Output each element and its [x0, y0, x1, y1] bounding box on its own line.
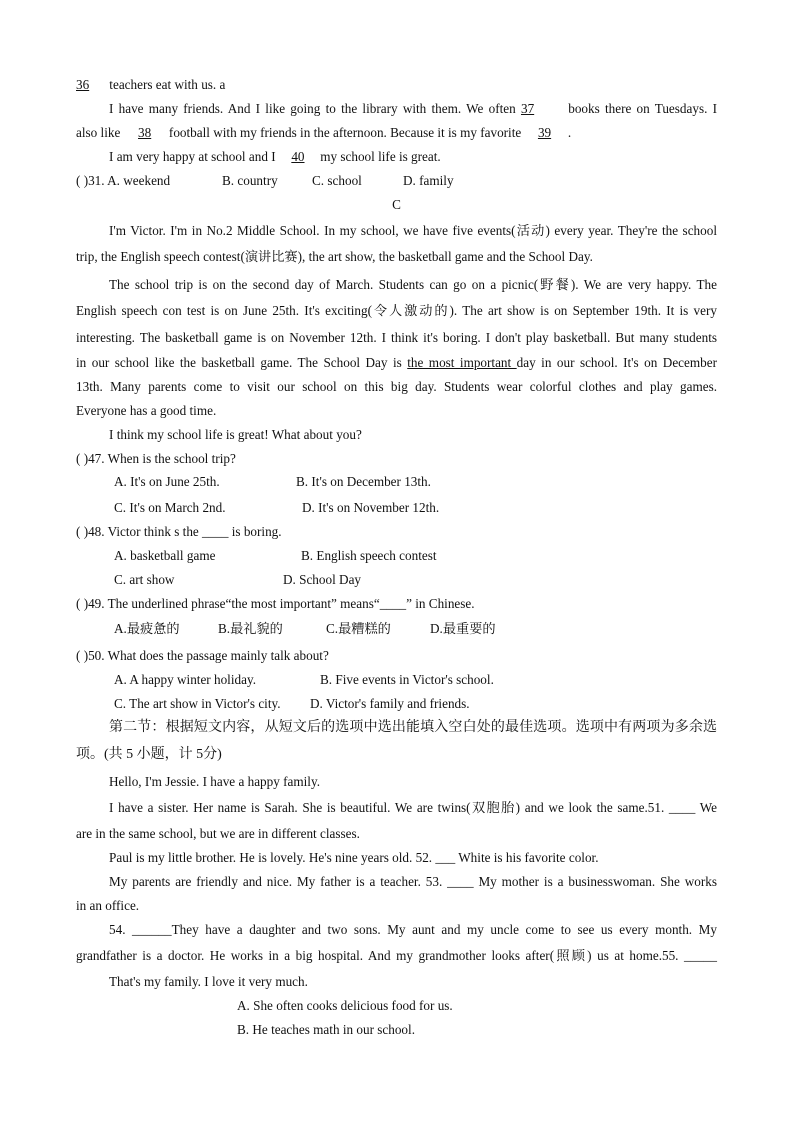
- paragraph-line: English speech con test is on June 25th. It's exciting(令人激动的). The art show is on September 19th. It is very: [76, 303, 717, 318]
- option-c: C. school: [312, 173, 362, 188]
- option-d: D. It's on November 12th.: [302, 500, 440, 515]
- blank-36: 36: [76, 77, 90, 92]
- paragraph-line: 54. ______They have a daughter and two sons. My aunt and my uncle come to see us every month. My: [109, 922, 717, 937]
- paragraph-line: are in the same school, but we are in different classes.: [76, 826, 360, 841]
- blank-37: 37: [520, 101, 535, 116]
- paragraph-line: My parents are friendly and nice. My father is a teacher. 53. ____ My mother is a businesswoman. She works: [109, 874, 717, 889]
- question-50: ( )50. What does the passage mainly talk about?: [76, 648, 329, 663]
- option-a: A.最疲惫的: [114, 621, 180, 636]
- paragraph-line: I think my school life is great! What about you?: [109, 427, 362, 442]
- question-47: ( )47. When is the school trip?: [76, 451, 236, 466]
- paragraph-line: trip, the English speech contest(演讲比赛), the art show, the basketball game and the School Day.: [76, 249, 593, 264]
- paragraph-line: in our school like the basketball game. The School Day is the most important day in our school. It's on December: [76, 355, 717, 370]
- option-d: D. Victor's family and friends.: [310, 696, 470, 711]
- paragraph-line: Hello, I'm Jessie. I have a happy family.: [109, 774, 320, 789]
- section-heading: C: [392, 197, 401, 212]
- paragraph-line: I am very happy at school and I 40 my school life is great.: [109, 149, 441, 164]
- option-d: D. family: [403, 173, 454, 188]
- option-b: B. English speech contest: [301, 548, 437, 563]
- option-b: B. He teaches math in our school.: [237, 1022, 415, 1037]
- paragraph-line: also like 38 football with my friends in the afternoon. Because it is my favorite 39 .: [76, 125, 572, 140]
- paragraph-line: Everyone has a good time.: [76, 403, 217, 418]
- option-b: B.最礼貌的: [218, 621, 283, 636]
- paragraph-line: grandfather is a doctor. He works in a big hospital. And my grandmother looks after(照顾) us at home.55. _____: [76, 948, 717, 963]
- paragraph-line: That's my family. I love it very much.: [109, 974, 308, 989]
- question-31: ( )31. A. weekend: [76, 173, 171, 188]
- question-49: ( )49. The underlined phrase“the most important” means“____” in Chinese.: [76, 596, 475, 611]
- paragraph-line: I have many friends. And I like going to the library with them. We often 37 books there on Tuesdays. I: [109, 101, 718, 116]
- option-c: C. art show: [114, 572, 175, 587]
- paragraph-line: Paul is my little brother. He is lovely. He's nine years old. 52. ___ White is his favorite color.: [109, 850, 599, 865]
- section-instruction: 项。(共 5 小题，计 5分): [76, 747, 222, 762]
- option-b: B. It's on December 13th.: [296, 474, 431, 489]
- underlined-phrase: the most important: [407, 355, 517, 370]
- paragraph-line: in an office.: [76, 898, 140, 913]
- option-d: D.最重要的: [430, 621, 496, 636]
- paragraph-line: I have a sister. Her name is Sarah. She is beautiful. We are twins(双胞胎) and we look the same.51. ____ We: [109, 800, 717, 815]
- line-36: 36 teachers eat with us. a: [76, 77, 226, 92]
- option-c: C. It's on March 2nd.: [114, 500, 226, 515]
- question-48: ( )48. Victor think s the ____ is boring.: [76, 524, 282, 539]
- option-b: B. Five events in Victor's school.: [320, 672, 494, 687]
- option-a: A. She often cooks delicious food for us.: [237, 998, 453, 1013]
- section-instruction: 第二节：根据短文内容，从短文后的选项中选出能填入空白处的最佳选项。选项中有两项为多余选: [109, 720, 717, 735]
- paragraph-line: 13th. Many parents come to visit our school on this big day. Students wear colorful clothes and play games.: [76, 379, 717, 394]
- blank-39: 39: [537, 125, 552, 140]
- paragraph-line: interesting. The basketball game is on November 12th. I think it's boring. I don't play basketball. But many students: [76, 330, 717, 345]
- option-b: B. country: [222, 173, 278, 188]
- paragraph-line: I'm Victor. I'm in No.2 Middle School. In my school, we have five events(活动) every year. They're the school: [109, 223, 717, 238]
- option-a: A. basketball game: [114, 548, 216, 563]
- blank-40: 40: [291, 149, 305, 164]
- option-d: D. School Day: [283, 572, 362, 587]
- option-c: C. The art show in Victor's city.: [114, 696, 281, 711]
- option-c: C.最糟糕的: [326, 621, 391, 636]
- option-a: A. A happy winter holiday.: [114, 672, 256, 687]
- option-a: A. It's on June 25th.: [114, 474, 220, 489]
- blank-38: 38: [138, 125, 152, 140]
- paragraph-line: The school trip is on the second day of March. Students can go on a picnic(野餐). We are very happy. The: [109, 277, 717, 292]
